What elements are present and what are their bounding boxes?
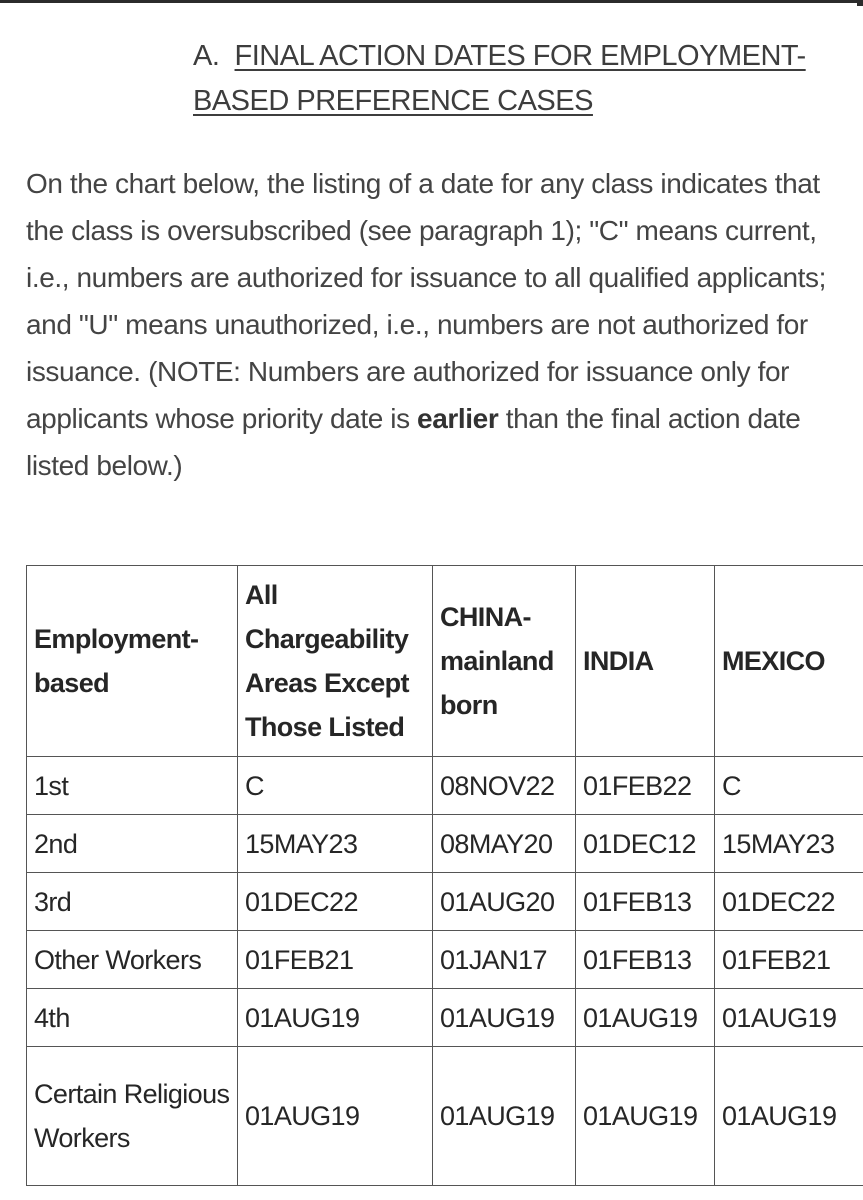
table-row xyxy=(27,931,863,989)
row-label: Certain Religious Workers xyxy=(27,1047,238,1186)
intro-text-end: than the final action date listed below.) xyxy=(26,403,801,481)
row-label: 4th xyxy=(27,989,238,1047)
table-cell: 01DEC12 xyxy=(576,815,715,873)
table-cell: 01AUG19 xyxy=(576,1047,715,1186)
column-header: MEXICO xyxy=(715,566,863,757)
table-cell: C xyxy=(715,757,863,815)
table-row xyxy=(27,873,863,931)
row-label: 2nd xyxy=(27,815,238,873)
table-cell: 01DEC22 xyxy=(715,873,863,931)
table-cell: 15MAY23 xyxy=(715,815,863,873)
intro-emphasis: earlier xyxy=(417,403,499,434)
row-label: Other Workers xyxy=(27,931,238,989)
section-title: FINAL ACTION DATES FOR EMPLOYMENT-BASED PREFERENCE CASES xyxy=(193,40,806,117)
intro-text: On the chart below, the listing of a date for any class indicates that the class is oversubscribed (see paragraph 1); "C" means current, i.e., numbers are authorized for issuance to all qualified applicants; and "U" means unauthorized, i.e., numbers are not authorized for issuance. (NOTE: Numbers are authorized for issuance only for applicants whose priority date is xyxy=(26,168,827,434)
table-cell: 01AUG19 xyxy=(238,989,433,1047)
table-cell: 01AUG19 xyxy=(576,989,715,1047)
table-row xyxy=(27,989,863,1047)
table-row xyxy=(27,1047,863,1186)
table-cell: 01FEB13 xyxy=(576,931,715,989)
table-row xyxy=(27,757,863,815)
table-cell: 01FEB13 xyxy=(576,873,715,931)
table-cell: 01AUG19 xyxy=(433,1047,576,1186)
table-cell: 01FEB21 xyxy=(238,931,433,989)
table-cell: 01AUG19 xyxy=(715,989,863,1047)
table-cell: 08MAY20 xyxy=(433,815,576,873)
row-label: 3rd xyxy=(27,873,238,931)
section-heading xyxy=(193,34,843,124)
top-divider xyxy=(0,0,863,3)
table-row xyxy=(27,815,863,873)
column-header: Employment-based xyxy=(27,566,238,757)
section-prefix: A. xyxy=(193,40,220,72)
intro-paragraph xyxy=(26,160,856,489)
column-header: CHINA-mainland born xyxy=(433,566,576,757)
row-label: 1st xyxy=(27,757,238,815)
table-cell: 15MAY23 xyxy=(238,815,433,873)
table-header-row xyxy=(27,566,863,757)
table-cell: 01AUG19 xyxy=(238,1047,433,1186)
table-cell: 01DEC22 xyxy=(238,873,433,931)
table-cell: 01FEB22 xyxy=(576,757,715,815)
column-header: INDIA xyxy=(576,566,715,757)
final-action-dates-table xyxy=(26,565,863,1186)
table-cell: 01JAN17 xyxy=(433,931,576,989)
table-cell: 08NOV22 xyxy=(433,757,576,815)
column-header: All Chargeability Areas Except Those Listed xyxy=(238,566,433,757)
table-cell: 01AUG20 xyxy=(433,873,576,931)
top-divider-end xyxy=(857,0,863,6)
table-cell: C xyxy=(238,757,433,815)
table-cell: 01AUG19 xyxy=(433,989,576,1047)
table-cell: 01FEB21 xyxy=(715,931,863,989)
table-cell: 01AUG19 xyxy=(715,1047,863,1186)
